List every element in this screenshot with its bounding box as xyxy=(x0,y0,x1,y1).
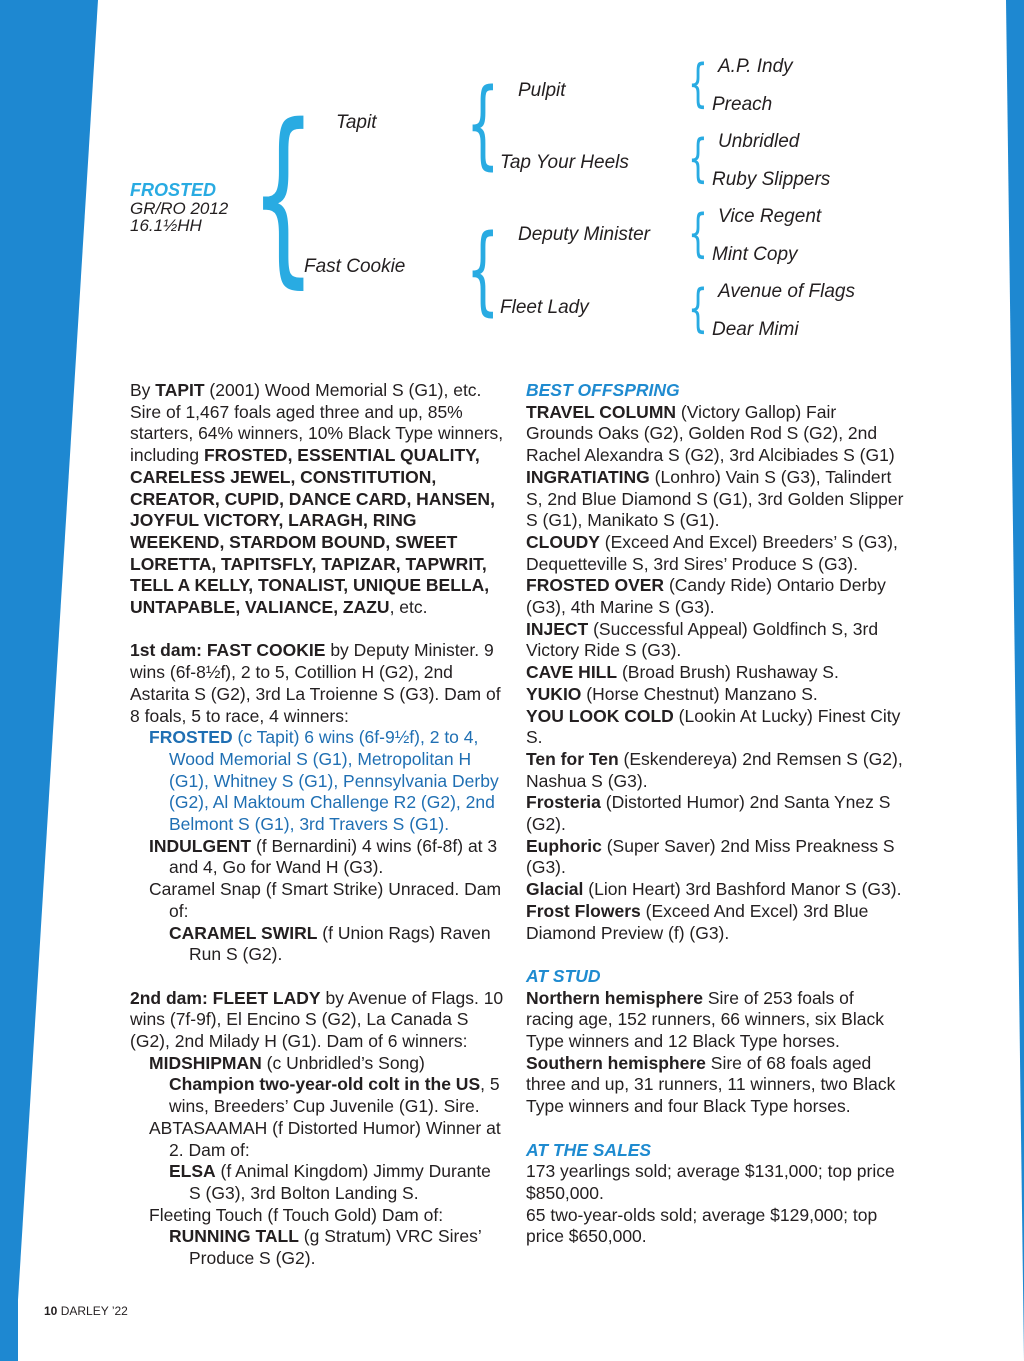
northern-label: Northern hemisphere xyxy=(526,987,703,1008)
pedigree-sire-dam: Tap Your Heels xyxy=(500,152,629,173)
caramel-swirl-name: CARAMEL SWIRL xyxy=(169,922,318,943)
pedigree-g3: Mint Copy xyxy=(712,244,798,265)
midshipman-text2: , 5 wins, Breeders’ Cup Juvenile (G1). Sire. xyxy=(169,1074,500,1117)
offspring-caramel-snap: Caramel Snap (f Smart Strike) Unraced. Dam of: xyxy=(149,879,502,921)
best-offspring-heading: BEST OFFSPRING xyxy=(526,380,680,400)
elsa-text: (f Animal Kingdom) Jimmy Durante S (G3), 3rd Bolton Landing S. xyxy=(189,1161,491,1203)
brace-icon: { xyxy=(466,68,500,180)
offspring-name: Glacial xyxy=(526,879,584,900)
offspring-name: CLOUDY xyxy=(526,531,600,552)
pedigree-g3: A.P. Indy xyxy=(718,56,793,77)
indulgent-text: (f Bernardini) 4 wins (6f-8f) at 3 and 4, Go for Wand H (G3). xyxy=(169,835,498,878)
offspring-name: Frost Flowers xyxy=(526,900,641,921)
pedigree-g3: Ruby Slippers xyxy=(712,169,831,190)
midshipman-champion: Champion two-year-old colt in the US xyxy=(169,1074,481,1095)
offspring-text: (Successful Appeal) Goldfinch S, 3rd Victory Ride S (G3). xyxy=(526,618,879,661)
offspring-name: Ten for Ten xyxy=(526,748,619,769)
brace-icon: { xyxy=(688,129,708,189)
by-label: By xyxy=(130,380,156,400)
pedigree-dam-sire: Deputy Minister xyxy=(518,224,650,245)
offspring-item xyxy=(526,662,904,684)
horse-details xyxy=(130,200,228,234)
offspring-text: (Broad Brush) Rushaway S. xyxy=(617,662,839,683)
sire-etc: , etc. xyxy=(389,597,428,618)
page-number: 10 xyxy=(44,1304,58,1318)
offspring-text: (Exceed And Excel) Breeders’ S (G3), Dequetteville S, 3rd Sires’ Produce S (G3). xyxy=(526,531,898,574)
frosted-text: (c Tapit) 6 wins (6f-9½f), 2 to 4, Wood Memorial S (G1), Metropolitan H (G1), Whitney S (G1), Pennsylvania Derby (G2), Al Maktoum Challenge R2 (G2), 2nd Belmont S (G1), 3rd Travers S (G1). xyxy=(169,727,499,835)
pedigree-g3: Dear Mimi xyxy=(712,319,799,340)
offspring-text: (Distorted Humor) 2nd Santa Ynez S (G2). xyxy=(526,792,891,835)
second-dam-paragraph xyxy=(130,988,505,1053)
offspring-item xyxy=(526,901,904,944)
pedigree-sire: Tapit xyxy=(336,112,377,133)
running-tall-text: (g Stratum) VRC Sires’ Produce S (G2). xyxy=(189,1226,482,1269)
right-column xyxy=(526,380,904,1248)
offspring-list xyxy=(526,402,904,945)
offspring-frosted xyxy=(130,727,505,836)
offspring-item xyxy=(526,749,904,792)
offspring-item xyxy=(526,684,904,706)
offspring-item xyxy=(526,467,904,532)
offspring-item xyxy=(526,836,904,879)
offspring-text: (Super Saver) 2nd Miss Preakness S (G3). xyxy=(526,835,895,878)
pedigree-g3: Unbridled xyxy=(718,131,800,152)
indulgent-name: INDULGENT xyxy=(149,835,252,856)
offspring-text: (Lonhro) Vain S (G3), Talindert S, 2nd Blue Diamond S (G1), 3rd Golden Slipper S (G1), Manikato S (G1). xyxy=(526,466,904,531)
offspring-name: INGRATIATING xyxy=(526,466,650,487)
brace-icon: { xyxy=(688,54,708,114)
offspring-text: (Horse Chestnut) Manzano S. xyxy=(581,683,818,704)
offspring-abtasaamah: ABTASAAMAH (f Distorted Humor) Winner at 2. Dam of: xyxy=(149,1117,501,1160)
offspring-item xyxy=(526,879,904,901)
first-dam-name: FAST COOKIE xyxy=(206,640,326,661)
offspring-item xyxy=(526,706,904,749)
pedigree-dam: Fast Cookie xyxy=(304,256,406,277)
offspring-elsa xyxy=(130,1161,505,1204)
sire-paragraph xyxy=(130,380,505,619)
southern-label: Southern hemisphere xyxy=(526,1052,706,1073)
offspring-name: CAVE HILL xyxy=(526,662,618,683)
pedigree-g3: Preach xyxy=(712,94,773,115)
offspring-item xyxy=(526,402,904,467)
southern-hemisphere xyxy=(526,1053,904,1118)
second-dam-label: 2nd dam: xyxy=(130,987,213,1008)
brace-icon: { xyxy=(466,214,500,326)
horse-color-year: GR/RO 2012 xyxy=(130,199,229,218)
at-the-sales-heading: AT THE SALES xyxy=(526,1139,652,1160)
first-dam-label: 1st dam: xyxy=(130,640,207,661)
offspring-name: YOU LOOK COLD xyxy=(526,705,674,726)
brace-icon: { xyxy=(250,84,317,305)
offspring-name: INJECT xyxy=(526,618,589,639)
second-dam-name: FLEET LADY xyxy=(212,987,321,1008)
offspring-text: (Candy Ride) Ontario Derby (G3), 4th Marine S (G3). xyxy=(526,575,886,618)
pedigree-sire-sire: Pulpit xyxy=(518,80,566,101)
pedigree-g3: Vice Regent xyxy=(718,206,822,227)
elsa-name: ELSA xyxy=(169,1161,216,1182)
brace-icon: { xyxy=(688,279,708,339)
caramel-swirl-text: (f Union Rags) Raven Run S (G2). xyxy=(189,922,491,965)
offspring-text: (Victory Gallop) Fair Grounds Oaks (G2), Golden Rod S (G2), 2nd Rachel Alexandra S (G2), 3rd Alcibiades S (G1) xyxy=(526,401,895,466)
offspring-caramel-swirl xyxy=(130,923,505,966)
offspring-text: (Lookin At Lucky) Finest City S. xyxy=(526,705,901,748)
horse-height: 16.1½HH xyxy=(130,216,202,235)
offspring-item xyxy=(526,532,904,575)
offspring-name: TRAVEL COLUMN xyxy=(526,401,677,422)
left-column xyxy=(130,380,505,1270)
second-dam-text: by Avenue of Flags. 10 wins (7f-9f), El Encino S (G2), La Canada S (G2), 2nd Milady H (G1). Dam of 6 winners: xyxy=(130,987,504,1052)
pedigree-g3: Avenue of Flags xyxy=(718,281,855,302)
offspring-text: (Exceed And Excel) 3rd Blue Diamond Preview (f) (G3). xyxy=(526,900,869,943)
running-tall-name: RUNNING TALL xyxy=(169,1226,299,1247)
offspring-name: YUKIO xyxy=(526,683,582,704)
sire-name: TAPIT xyxy=(155,380,205,400)
sire-winners: FROSTED, ESSENTIAL QUALITY, CARELESS JEWEL, CONSTITUTION, CREATOR, CUPID, DANCE CARD, HANSEN, JOYFUL VICTORY, LARAGH, RING WEEKEND, STARDOM BOUND, SWEET LORETTA, TAPITSFLY, TAPIZAR, TAPWRIT, TELL A KELLY, TONALIST, UNIQUE BELLA, UNTAPABLE, VALIANCE, ZAZU xyxy=(130,445,495,618)
page-footer xyxy=(44,1304,128,1318)
publication-name: DARLEY ’22 xyxy=(60,1304,128,1318)
at-stud-heading: AT STUD xyxy=(526,965,601,986)
offspring-text: (Eskendereya) 2nd Remsen S (G2), Nashua S (G3). xyxy=(526,748,903,791)
horse-name: FROSTED xyxy=(130,180,217,200)
offspring-running-tall xyxy=(130,1226,505,1269)
sales-yearlings: 173 yearlings sold; average $131,000; top price $850,000. xyxy=(526,1161,895,1203)
frosted-name: FROSTED xyxy=(149,727,233,748)
northern-text: Sire of 253 foals of racing age, 152 runners, 66 winners, six Black Type winners and 12 Black Type horses. xyxy=(526,987,884,1052)
offspring-item xyxy=(526,792,904,835)
northern-hemisphere xyxy=(526,988,904,1053)
first-dam-text: by Deputy Minister. 9 wins (6f-8½f), 2 to 5, Cotillion H (G2), 2nd Astarita S (G2), 3rd La Troienne S (G3). Dam of 8 foals, 5 to race, 4 winners: xyxy=(130,640,501,726)
sire-record: (2001) Wood Memorial S (G1), etc. Sire of 1,467 foals aged three and up, 85% starters, 64% winners, 10% Black Type winners, including xyxy=(130,380,504,466)
offspring-text: (Lion Heart) 3rd Bashford Manor S (G3). xyxy=(583,879,902,900)
offspring-item xyxy=(526,575,904,618)
offspring-item xyxy=(526,619,904,662)
offspring-name: FROSTED OVER xyxy=(526,575,665,596)
pedigree-dam-dam: Fleet Lady xyxy=(500,297,589,318)
first-dam-paragraph xyxy=(130,640,505,727)
offspring-name: Euphoric xyxy=(526,835,602,856)
midshipman-name: MIDSHIPMAN xyxy=(149,1052,262,1073)
offspring-name: Frosteria xyxy=(526,792,601,813)
sales-two-year-olds: 65 two-year-olds sold; average $129,000; top price $650,000. xyxy=(526,1204,878,1247)
midshipman-text: (c Unbridled’s Song) xyxy=(261,1052,425,1073)
offspring-indulgent xyxy=(130,836,505,879)
offspring-fleeting-touch: Fleeting Touch (f Touch Gold) Dam of: xyxy=(149,1204,444,1225)
brace-icon: { xyxy=(688,204,708,264)
offspring-midshipman xyxy=(130,1053,505,1118)
southern-text: Sire of 68 foals aged three and up, 31 runners, 11 winners, two Black Type winners and four Black Type horses. xyxy=(526,1052,896,1117)
